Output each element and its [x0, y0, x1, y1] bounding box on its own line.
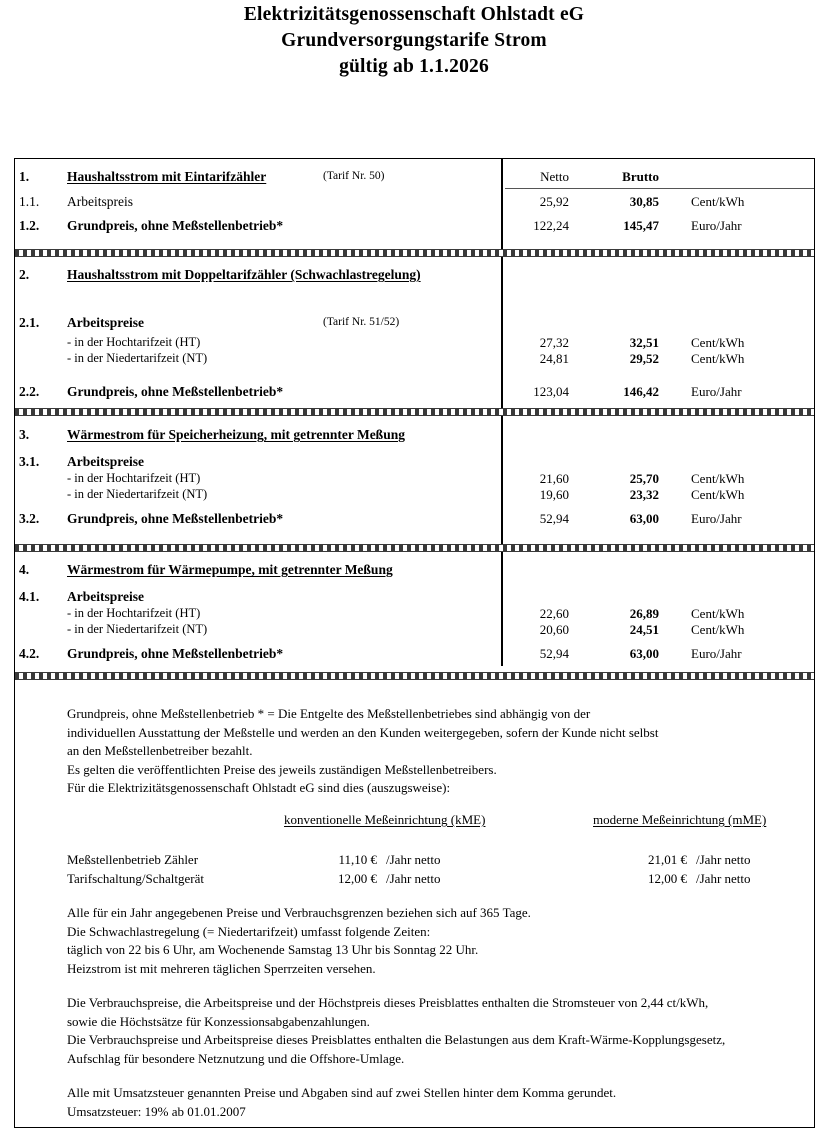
row-unit-1-2: Euro/Jahr	[691, 218, 742, 233]
table-row	[15, 622, 814, 638]
section-separator-band-2	[15, 408, 814, 416]
row-label-2-1: Arbeitspreise	[67, 315, 144, 330]
row-unit-1-1: Cent/kWh	[691, 194, 745, 209]
section-1-header-row	[15, 169, 814, 189]
section-3-heading: Wärmestrom für Speicherheizung, mit getrennter Meßung	[67, 427, 405, 442]
section-separator-band-1	[15, 249, 814, 257]
note-2-line-1: Die Verbrauchspreise, die Arbeitspreise und der Höchstpreis dieses Preisblattes enthalten die Stromsteuer von 2,44 ct/kWh,	[67, 995, 709, 1010]
title-line-1: Elektrizitätsgenossenschaft Ohlstadt eG	[243, 4, 585, 25]
row-brutto-2-2: 146,42	[623, 384, 659, 399]
row-unit-2-1-nt: Cent/kWh	[691, 351, 745, 366]
row-brutto-1-2: 145,47	[623, 218, 659, 233]
table-row	[15, 471, 814, 487]
section-2-tarif-number: (Tarif Nr. 51/52)	[323, 316, 400, 328]
section-4-number: 4.	[19, 562, 30, 577]
footnote-line-5: Für die Elektrizitätsgenossenschaft Ohlstadt eG sind dies (auszugsweise):	[67, 780, 451, 795]
row-number-1-1: 1.1.	[19, 194, 40, 209]
row-brutto-4-2: 63,00	[629, 646, 659, 661]
row-netto-4-1-ht: 22,60	[539, 606, 569, 621]
note-1-line-3: täglich von 22 bis 6 Uhr, am Wochenende Samstag 13 Uhr bis Sonntag 22 Uhr.	[67, 942, 479, 957]
row-netto-3-2: 52,94	[539, 511, 569, 526]
row-number-3-2: 3.2.	[19, 511, 40, 526]
section-2-group-row	[15, 315, 814, 335]
row-unit-3-1-ht: Cent/kWh	[691, 471, 745, 486]
metering-kme-unit-1: /Jahr netto	[386, 852, 441, 867]
row-label-4-1-nt: - in der Niedertarifzeit (NT)	[67, 622, 208, 636]
metering-column-header-kme: konventionelle Meßeinrichtung (kME)	[284, 812, 486, 827]
row-brutto-3-1-nt: 23,32	[629, 487, 659, 502]
row-number-4-2: 4.2.	[19, 646, 40, 661]
metering-kme-amount-1: 11,10 €	[338, 852, 377, 867]
row-label-3-1-nt: - in der Niedertarifzeit (NT)	[67, 487, 208, 501]
section-4-group-row	[15, 589, 814, 606]
metering-row-kme-2	[315, 871, 441, 887]
row-label-2-2: Grundpreis, ohne Meßstellenbetrieb*	[67, 384, 284, 399]
metering-row-mme-1	[625, 852, 751, 868]
row-number-3-1: 3.1.	[19, 454, 40, 469]
note-2-line-4: Aufschlag für besondere Netznutzung und die Offshore-Umlage.	[67, 1050, 405, 1066]
row-netto-4-1-nt: 20,60	[539, 622, 569, 637]
section-1-number: 1.	[19, 169, 30, 184]
table-row	[15, 384, 814, 404]
metering-mme-unit-1: /Jahr netto	[696, 852, 751, 867]
title-line-2: Grundversorgungstarife Strom	[281, 30, 547, 51]
page-title	[0, 2, 828, 80]
table-row	[15, 335, 814, 351]
section-separator-band-3	[15, 544, 814, 552]
row-label-3-2: Grundpreis, ohne Meßstellenbetrieb*	[67, 511, 284, 526]
table-row	[15, 194, 814, 214]
metering-row-label-1: Meßstellenbetrieb Zähler	[67, 852, 199, 867]
metering-row-mme-2	[625, 871, 751, 887]
row-brutto-3-1-ht: 25,70	[629, 471, 659, 486]
section-4-header-row	[15, 562, 814, 582]
row-unit-4-2: Euro/Jahr	[691, 646, 742, 661]
row-brutto-2-1-nt: 29,52	[629, 351, 659, 366]
row-number-2-2: 2.2.	[19, 384, 40, 399]
row-label-2-1-ht: - in der Hochtarifzeit (HT)	[67, 335, 201, 349]
row-label-3-1: Arbeitspreise	[67, 454, 144, 469]
metering-row-label-2: Tarifschaltung/Schaltgerät	[67, 870, 204, 886]
row-label-1-1: Arbeitspreis	[67, 194, 133, 209]
row-number-2-1: 2.1.	[19, 315, 40, 330]
row-netto-1-2: 122,24	[533, 218, 569, 233]
row-number-4-1: 4.1.	[19, 589, 40, 604]
note-3-line-2: Umsatzsteuer: 19% ab 01.01.2007	[67, 1103, 246, 1119]
table-row	[15, 487, 814, 503]
row-label-4-1-ht: - in der Hochtarifzeit (HT)	[67, 606, 201, 620]
row-brutto-4-1-nt: 24,51	[629, 622, 659, 637]
metering-kme-amount-2: 12,00 €	[338, 870, 377, 886]
metering-mme-amount-2: 12,00 €	[648, 870, 687, 886]
column-header-brutto: Brutto	[622, 169, 659, 184]
row-netto-4-2: 52,94	[539, 646, 569, 661]
tariff-section-4	[15, 562, 814, 666]
footnote-line-2: individuellen Ausstattung der Meßstelle und werden an den Kunden weitergegeben, sofern der Kunde nicht selbst	[67, 724, 659, 740]
table-row	[15, 606, 814, 622]
row-label-4-2: Grundpreis, ohne Meßstellenbetrieb*	[67, 646, 284, 661]
metering-row-kme-1	[315, 852, 441, 868]
row-netto-3-1-ht: 21,60	[539, 471, 569, 486]
note-2-line-3: Die Verbrauchspreise und Arbeitspreise dieses Preisblattes enthalten die Belastungen aus dem Kraft-Wärme-Kopplungsgesetz,	[67, 1032, 726, 1047]
table-row	[15, 351, 814, 367]
metering-column-header-mme: moderne Meßeinrichtung (mME)	[593, 812, 767, 827]
note-1-line-2: Die Schwachlastregelung (= Niedertarifzeit) umfasst folgende Zeiten:	[67, 923, 431, 939]
row-brutto-4-1-ht: 26,89	[629, 606, 659, 621]
row-label-3-1-ht: - in der Hochtarifzeit (HT)	[67, 471, 201, 485]
row-label-4-1: Arbeitspreise	[67, 589, 144, 604]
section-1-tarif-number: (Tarif Nr. 50)	[323, 170, 385, 182]
title-line-3: gültig ab 1.1.2026	[339, 56, 489, 77]
metering-kme-unit-2: /Jahr netto	[386, 870, 441, 886]
row-brutto-1-1: 30,85	[629, 194, 659, 209]
section-3-header-row	[15, 427, 814, 447]
tariff-section-3	[15, 427, 814, 531]
metering-mme-unit-2: /Jahr netto	[696, 870, 751, 886]
tariff-section-2	[15, 267, 814, 404]
footnote-line-1: Grundpreis, ohne Meßstellenbetrieb * = Die Entgelte des Meßstellenbetriebes sind abhängig von der	[67, 706, 591, 721]
section-2-header-row	[15, 267, 814, 287]
price-sheet-table	[14, 158, 815, 1128]
row-netto-2-2: 123,04	[533, 384, 569, 399]
section-4-heading: Wärmestrom für Wärmepumpe, mit getrennter Meßung	[67, 562, 393, 577]
row-netto-2-1-nt: 24,81	[539, 351, 569, 366]
tariff-section-1	[15, 169, 814, 238]
row-label-1-2: Grundpreis, ohne Meßstellenbetrieb*	[67, 218, 284, 233]
row-unit-3-2: Euro/Jahr	[691, 511, 742, 526]
row-brutto-2-1-ht: 32,51	[629, 335, 659, 350]
column-header-rule	[505, 188, 814, 189]
note-1-line-4: Heizstrom ist mit mehreren täglichen Sperrzeiten versehen.	[67, 960, 376, 976]
row-unit-4-1-ht: Cent/kWh	[691, 606, 745, 621]
row-netto-3-1-nt: 19,60	[539, 487, 569, 502]
table-row	[15, 218, 814, 238]
row-unit-2-1-ht: Cent/kWh	[691, 335, 745, 350]
row-brutto-3-2: 63,00	[629, 511, 659, 526]
row-netto-1-1: 25,92	[539, 194, 569, 209]
footnote-line-4: Es gelten die veröffentlichten Preise des jeweils zuständigen Meßstellenbetreibers.	[67, 761, 497, 777]
note-1-line-1: Alle für ein Jahr angegebenen Preise und Verbrauchsgrenzen beziehen sich auf 365 Tage.	[67, 905, 531, 920]
section-2-number: 2.	[19, 267, 30, 282]
table-row	[15, 646, 814, 666]
metering-mme-amount-1: 21,01 €	[648, 852, 687, 867]
row-unit-4-1-nt: Cent/kWh	[691, 622, 745, 637]
section-3-group-row	[15, 454, 814, 471]
note-2-line-2: sowie die Höchstsätze für Konzessionsabgabenzahlungen.	[67, 1013, 370, 1029]
column-header-netto: Netto	[540, 169, 569, 184]
row-number-1-2: 1.2.	[19, 218, 40, 233]
section-1-heading: Haushaltsstrom mit Eintarifzähler	[67, 169, 267, 184]
row-unit-2-2: Euro/Jahr	[691, 384, 742, 399]
footnote-line-3: an den Meßstellenbetreiber bezahlt.	[67, 743, 253, 758]
section-2-heading: Haushaltsstrom mit Doppeltarifzähler (Schwachlastregelung)	[67, 267, 421, 282]
table-row	[15, 511, 814, 531]
note-3-line-1: Alle mit Umsatzsteuer genannten Preise und Abgaben sind auf zwei Stellen hinter dem Komma gerundet.	[67, 1085, 617, 1100]
section-separator-band-4	[15, 672, 814, 680]
row-label-2-1-nt: - in der Niedertarifzeit (NT)	[67, 351, 208, 365]
section-3-number: 3.	[19, 427, 30, 442]
row-unit-3-1-nt: Cent/kWh	[691, 487, 745, 502]
row-netto-2-1-ht: 27,32	[539, 335, 569, 350]
